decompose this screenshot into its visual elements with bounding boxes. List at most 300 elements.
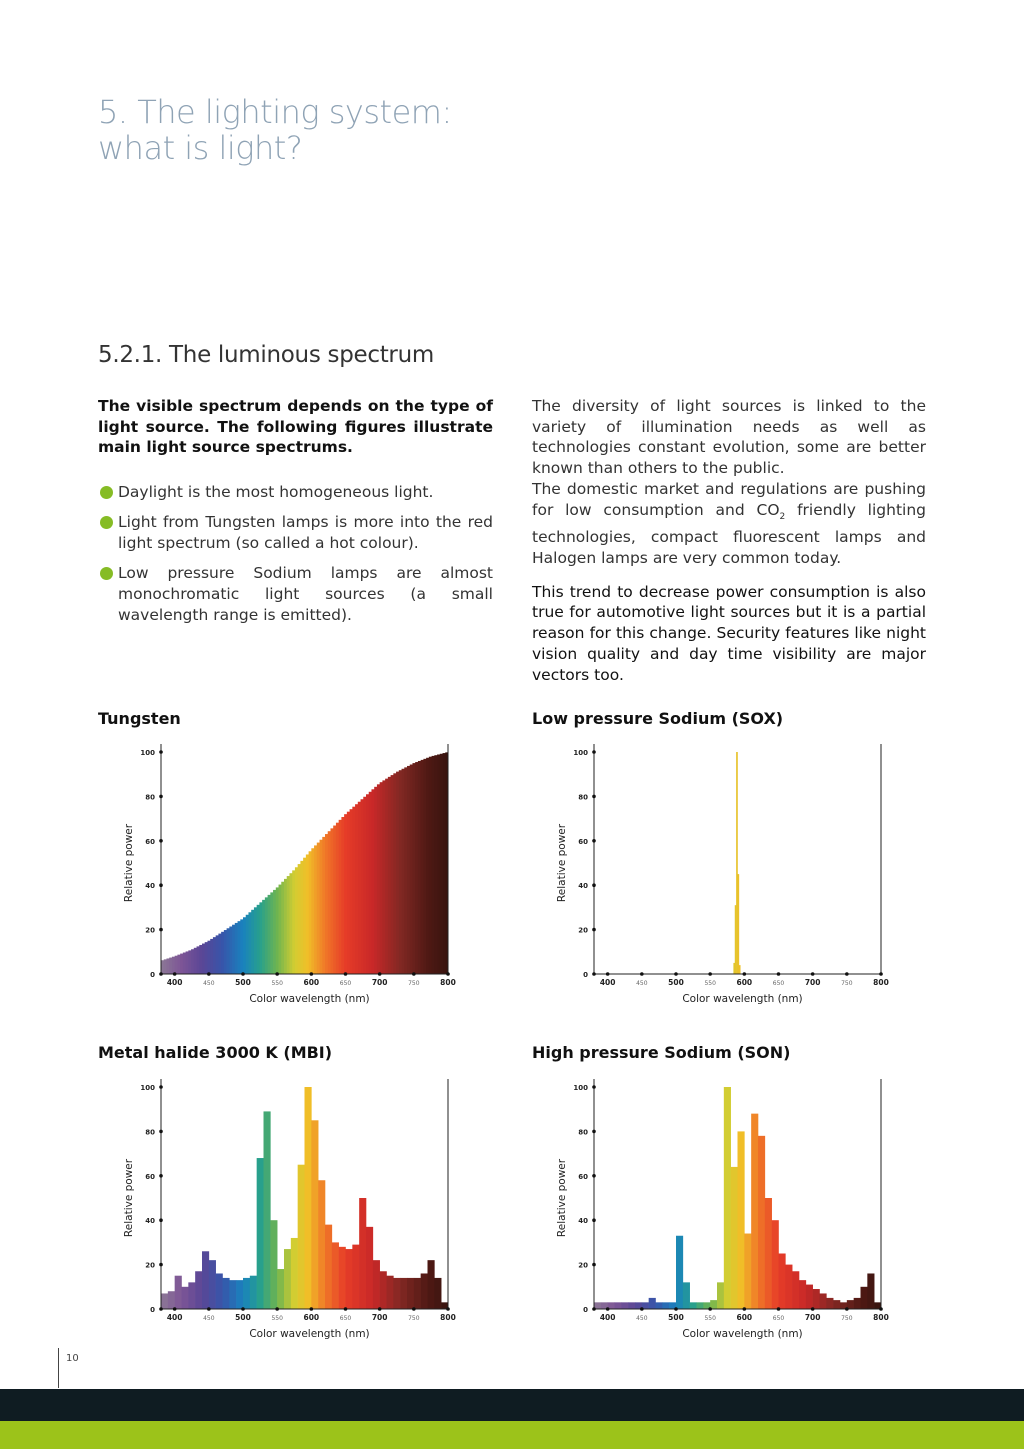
x-axis-label: Color wavelength (nm) <box>682 1328 803 1340</box>
page-title <box>98 94 452 166</box>
chart-bar <box>415 762 418 974</box>
x-tick-dot <box>674 972 678 976</box>
x-tick-label: 700 <box>371 978 388 987</box>
chart-bar <box>262 900 265 974</box>
y-tick-dot <box>592 1174 596 1178</box>
right-paragraph-2: This trend to decrease power consumption is also true for automotive light sources but it is a partial reason for this change. Security features like night vision quality and day time visibility are major vectors too. <box>532 582 926 684</box>
y-tick-dot <box>159 972 163 976</box>
chart-bar <box>861 1287 868 1309</box>
y-tick-label: 0 <box>150 971 155 979</box>
y-tick-label: 80 <box>145 1128 155 1137</box>
chart-bar <box>347 812 350 974</box>
y-tick-label: 100 <box>573 749 588 757</box>
x-tick-label: 600 <box>736 1313 753 1322</box>
y-axis-label: Relative power <box>556 823 568 903</box>
chart-bar <box>191 949 194 974</box>
x-tick-dot <box>412 972 416 976</box>
chart-bar <box>374 787 377 974</box>
chart-bar <box>358 802 361 974</box>
chart-bar <box>332 1242 339 1309</box>
x-tick-dot <box>344 1307 348 1311</box>
x-tick-dot <box>811 1307 815 1311</box>
chart-bar <box>303 858 306 974</box>
x-tick-dot <box>275 972 279 976</box>
y-tick-dot <box>592 1307 596 1311</box>
chart-bar <box>429 757 432 974</box>
bullet-icon <box>100 486 113 499</box>
chart-bar <box>251 910 254 974</box>
chart-bar <box>277 1269 284 1309</box>
y-tick-label: 60 <box>145 837 155 846</box>
chart-bar <box>377 784 380 974</box>
chart-bar <box>690 1302 697 1309</box>
chart-bar <box>369 792 372 974</box>
chart-bar <box>243 917 246 974</box>
y-tick-dot <box>592 1218 596 1222</box>
x-tick-dot <box>777 1307 781 1311</box>
x-tick-label: 400 <box>166 978 183 987</box>
x-tick-label: 550 <box>271 980 283 987</box>
chart-bar <box>276 887 279 974</box>
chart-bar <box>382 780 385 974</box>
right-column <box>532 396 926 685</box>
chart-bar <box>649 1298 656 1309</box>
chart-bar <box>393 1278 400 1309</box>
x-tick-dot <box>241 972 245 976</box>
y-tick-dot <box>159 795 163 799</box>
chart-bar <box>799 1280 806 1309</box>
chart-bar <box>197 946 200 974</box>
x-tick-label: 450 <box>203 980 215 987</box>
y-tick-label: 20 <box>145 926 155 935</box>
chart-bar <box>289 873 292 974</box>
chart-bar <box>826 1298 833 1309</box>
chart-bar <box>194 948 197 974</box>
y-tick-label: 80 <box>578 793 588 802</box>
list-item <box>98 482 493 503</box>
chart-bar <box>298 1165 305 1309</box>
y-tick-label: 100 <box>140 1084 155 1092</box>
x-tick-dot <box>606 972 610 976</box>
chart-bar <box>867 1273 874 1309</box>
x-tick-dot <box>344 972 348 976</box>
x-tick-label: 800 <box>440 1313 456 1322</box>
chart-bar <box>270 892 273 974</box>
x-tick-dot <box>743 1307 747 1311</box>
chart-bar <box>346 1249 353 1309</box>
y-tick-label: 100 <box>573 1084 588 1092</box>
x-tick-label: 800 <box>873 1313 889 1322</box>
chart-bar <box>298 864 301 974</box>
chart-bar <box>772 1220 779 1309</box>
y-tick-dot <box>592 928 596 932</box>
y-tick-dot <box>159 928 163 932</box>
chart-title-mbi: Metal halide 3000 K (MBI) <box>98 1043 333 1062</box>
chart-bar <box>380 782 383 974</box>
footer-band-green <box>0 1421 1024 1449</box>
x-tick-label: 450 <box>636 980 648 987</box>
chart-bar <box>292 870 295 974</box>
chart-bar <box>279 885 282 974</box>
x-tick-label: 700 <box>804 1313 821 1322</box>
bullet-list <box>98 482 493 635</box>
x-tick-label: 750 <box>841 980 853 987</box>
x-tick-label: 450 <box>636 1315 648 1322</box>
chart-bar <box>250 1276 257 1309</box>
chart-bars <box>161 1087 448 1309</box>
chart-bar <box>172 957 175 974</box>
chart-bar <box>202 1251 209 1309</box>
chart-bar <box>164 959 167 974</box>
chart-title-tungsten: Tungsten <box>98 709 181 728</box>
x-tick-dot <box>777 972 781 976</box>
chart-bar <box>385 779 388 974</box>
chart-bar <box>248 912 251 974</box>
chart-bar <box>400 1278 407 1309</box>
page-title-line2: what is light? <box>98 129 303 167</box>
bullet-text: Light from Tungsten lamps is more into the red light spectrum (so called a hot colour). <box>118 513 493 552</box>
chart-bar <box>785 1265 792 1309</box>
x-tick-dot <box>446 972 450 976</box>
chart-bar <box>418 761 421 974</box>
chart-bar <box>724 1087 731 1309</box>
chart-bar <box>169 958 172 974</box>
chart-bars <box>594 1087 881 1309</box>
x-tick-label: 600 <box>303 1313 320 1322</box>
chart-bar <box>254 907 257 974</box>
y-tick-label: 40 <box>145 1217 155 1226</box>
chart-bar <box>355 804 358 974</box>
y-tick-dot <box>159 839 163 843</box>
chart-bar <box>224 930 227 974</box>
chart-bar <box>188 950 191 974</box>
chart-title-son: High pressure Sodium (SON) <box>532 1043 791 1062</box>
chart-mbi <box>110 1075 470 1355</box>
y-tick-label: 40 <box>578 1217 588 1226</box>
chart-bar <box>628 1302 635 1309</box>
chart-bar <box>311 1120 318 1309</box>
x-tick-dot <box>173 972 177 976</box>
chart-bar <box>352 807 355 974</box>
chart-bar <box>317 843 320 974</box>
x-tick-label: 650 <box>772 1315 785 1322</box>
x-tick-dot <box>207 972 211 976</box>
x-tick-dot <box>378 972 382 976</box>
chart-bar <box>175 1276 182 1309</box>
chart-bars <box>733 752 740 974</box>
x-axis-label: Color wavelength (nm) <box>249 1328 370 1340</box>
y-tick-dot <box>159 1263 163 1267</box>
chart-bar <box>325 1225 332 1309</box>
chart-bar <box>371 789 374 974</box>
y-tick-label: 20 <box>578 1261 588 1270</box>
x-tick-label: 450 <box>203 1315 215 1322</box>
chart-bar <box>396 772 399 974</box>
chart-bar <box>205 942 208 974</box>
chart-bar <box>207 941 210 974</box>
chart-bar <box>359 1198 366 1309</box>
y-tick-label: 20 <box>578 926 588 935</box>
chart-bar <box>223 1278 230 1309</box>
chart-bar <box>751 1114 758 1309</box>
chart-bar <box>180 954 183 974</box>
y-tick-dot <box>159 1174 163 1178</box>
x-tick-dot <box>708 972 712 976</box>
right-paragraph-1b-text: The domestic market and regulations are pushing for low consumption and CO <box>532 479 926 519</box>
chart-bar <box>350 809 353 974</box>
footer-band-dark <box>0 1389 1024 1421</box>
x-tick-label: 400 <box>599 978 616 987</box>
chart-bar <box>291 1238 298 1309</box>
x-tick-dot <box>275 1307 279 1311</box>
chart-bar <box>428 1260 435 1309</box>
chart-bar <box>662 1302 669 1309</box>
x-tick-label: 600 <box>303 978 320 987</box>
chart-bar <box>758 1136 765 1309</box>
x-tick-dot <box>708 1307 712 1311</box>
chart-bar <box>412 763 415 974</box>
x-tick-label: 800 <box>873 978 889 987</box>
chart-bar <box>311 848 314 974</box>
chart-bar <box>259 902 262 974</box>
y-tick-dot <box>159 1307 163 1311</box>
chart-bar <box>615 1302 622 1309</box>
y-tick-label: 60 <box>578 837 588 846</box>
y-tick-label: 40 <box>578 882 588 891</box>
chart-bar <box>437 754 440 974</box>
chart-bar <box>210 939 213 974</box>
x-tick-label: 750 <box>841 1315 853 1322</box>
chart-bar <box>268 895 271 974</box>
y-tick-dot <box>159 883 163 887</box>
chart-bar <box>182 1287 189 1309</box>
page-number-rule <box>58 1348 59 1388</box>
chart-bar <box>656 1302 663 1309</box>
chart-bar <box>697 1302 704 1309</box>
chart-bar <box>344 814 347 974</box>
y-axis-label: Relative power <box>556 1158 568 1238</box>
x-tick-label: 400 <box>166 1313 183 1322</box>
y-axis-label: Relative power <box>123 823 135 903</box>
chart-bar <box>175 956 178 974</box>
chart-bar <box>195 1271 202 1309</box>
bullet-text: Low pressure Sodium lamps are almost monochromatic light sources (a small wavelength range is emitted). <box>118 564 493 624</box>
y-tick-label: 0 <box>583 1306 588 1314</box>
chart-bar <box>423 759 426 974</box>
chart-bar <box>177 955 180 974</box>
chart-bar <box>366 1227 373 1309</box>
x-tick-dot <box>241 1307 245 1311</box>
right-paragraph-1a: The diversity of light sources is linked to the variety of illumination needs as well as technologies constant evolution, some are better known than others to the public. <box>532 397 926 478</box>
chart-bar <box>854 1298 861 1309</box>
chart-bar <box>325 834 328 974</box>
chart-bar <box>792 1271 799 1309</box>
chart-bar <box>216 935 219 974</box>
x-tick-dot <box>207 1307 211 1311</box>
x-tick-label: 550 <box>271 1315 283 1322</box>
chart-bar <box>739 965 741 974</box>
chart-bar <box>229 926 232 974</box>
chart-bar <box>328 831 331 974</box>
chart-bar <box>336 823 339 974</box>
chart-bar <box>273 890 276 974</box>
chart-bar <box>199 945 202 974</box>
chart-bar <box>333 826 336 974</box>
chart-bar <box>284 879 287 974</box>
chart-bar <box>440 754 443 974</box>
chart-bar <box>227 928 230 974</box>
chart-bar <box>380 1271 387 1309</box>
chart-bar <box>218 934 221 974</box>
x-tick-label: 650 <box>772 980 785 987</box>
chart-bar <box>387 1276 394 1309</box>
y-tick-dot <box>159 1218 163 1222</box>
chart-bar <box>731 1167 738 1309</box>
x-tick-dot <box>811 972 815 976</box>
chart-bar <box>443 753 446 974</box>
chart-bar <box>287 876 290 974</box>
list-item <box>98 512 493 554</box>
chart-bar <box>265 897 268 974</box>
chart-bar <box>305 1087 312 1309</box>
chart-bar <box>352 1245 359 1309</box>
chart-bar <box>246 915 249 974</box>
chart-bar <box>243 1278 250 1309</box>
chart-bar <box>339 820 342 974</box>
x-tick-label: 700 <box>804 978 821 987</box>
x-tick-dot <box>606 1307 610 1311</box>
x-tick-dot <box>310 1307 314 1311</box>
chart-bar <box>426 758 429 974</box>
chart-bar <box>621 1302 628 1309</box>
chart-bar <box>388 777 391 974</box>
chart-son <box>543 1075 903 1355</box>
chart-bar <box>232 925 235 974</box>
chart-bar <box>221 932 224 974</box>
chart-bar <box>676 1236 683 1309</box>
y-tick-dot <box>592 839 596 843</box>
y-tick-dot <box>159 1085 163 1089</box>
chart-bar <box>309 851 312 974</box>
chart-bar <box>240 919 243 974</box>
chart-bar <box>434 1278 441 1309</box>
chart-bar <box>168 1291 175 1309</box>
chart-bar <box>229 1280 236 1309</box>
y-axis-label: Relative power <box>123 1158 135 1238</box>
x-tick-dot <box>446 1307 450 1311</box>
bullet-icon <box>100 567 113 580</box>
chart-bar <box>432 756 435 974</box>
chart-bar <box>238 921 241 974</box>
x-tick-dot <box>412 1307 416 1311</box>
chart-bar <box>161 1293 168 1309</box>
y-tick-dot <box>592 972 596 976</box>
chart-bar <box>257 905 260 974</box>
chart-bar <box>407 1278 414 1309</box>
y-tick-label: 60 <box>578 1172 588 1181</box>
page-number: 10 <box>66 1353 79 1364</box>
chart-bar <box>765 1198 772 1309</box>
chart-bar <box>363 797 366 974</box>
y-tick-label: 20 <box>145 1261 155 1270</box>
section-title: 5.2.1. The luminous spectrum <box>98 342 434 368</box>
right-paragraph-1b <box>532 479 926 569</box>
chart-bar <box>393 773 396 974</box>
x-tick-dot <box>674 1307 678 1311</box>
y-tick-dot <box>592 1263 596 1267</box>
chart-bar <box>188 1282 195 1309</box>
x-tick-dot <box>640 972 644 976</box>
chart-bar <box>738 1131 745 1309</box>
chart-bar <box>373 1260 380 1309</box>
y-tick-dot <box>159 1130 163 1134</box>
chart-bar <box>806 1285 813 1309</box>
chart-bar <box>213 937 216 974</box>
chart-bar <box>341 817 344 974</box>
chart-bar <box>738 874 740 974</box>
chart-bar <box>404 767 407 974</box>
chart-bar <box>281 882 284 974</box>
chart-bar <box>820 1293 827 1309</box>
chart-bar <box>216 1273 223 1309</box>
chart-bar <box>320 840 323 974</box>
x-tick-label: 600 <box>736 978 753 987</box>
chart-bar <box>183 953 186 974</box>
x-tick-dot <box>640 1307 644 1311</box>
chart-bar <box>717 1282 724 1309</box>
chart-bar <box>306 854 309 974</box>
chart-bar <box>421 760 424 974</box>
x-tick-dot <box>743 972 747 976</box>
x-tick-label: 550 <box>704 1315 716 1322</box>
y-tick-label: 40 <box>145 882 155 891</box>
chart-bar <box>434 755 437 974</box>
right-paragraph-1c-text: friendly lighting technologies, compact fluorescent lamps and Halogen lamps are very common today. <box>532 500 926 568</box>
chart-bar <box>779 1254 786 1310</box>
y-tick-label: 0 <box>150 1306 155 1314</box>
bullet-icon <box>100 516 113 529</box>
chart-bar <box>421 1273 428 1309</box>
chart-bar <box>166 958 169 974</box>
bullet-text: Daylight is the most homogeneous light. <box>118 483 434 501</box>
x-axis-label: Color wavelength (nm) <box>682 993 803 1005</box>
chart-bar <box>414 1278 421 1309</box>
chart-bar <box>399 770 402 974</box>
x-tick-label: 500 <box>235 978 251 987</box>
chart-bar <box>366 794 369 974</box>
x-tick-label: 500 <box>235 1313 251 1322</box>
y-tick-dot <box>592 750 596 754</box>
chart-bar <box>270 1220 277 1309</box>
chart-bar <box>339 1247 346 1309</box>
chart-bar <box>264 1111 271 1309</box>
x-tick-dot <box>879 1307 883 1311</box>
x-tick-label: 550 <box>704 980 716 987</box>
page-title-line1: 5. The lighting system: <box>98 93 452 131</box>
x-tick-dot <box>845 972 849 976</box>
chart-bar <box>391 775 394 974</box>
chart-bar <box>235 923 238 974</box>
chart-bar <box>257 1158 264 1309</box>
chart-bar <box>322 837 325 974</box>
chart-bars <box>161 752 448 974</box>
x-axis-label: Color wavelength (nm) <box>249 993 370 1005</box>
chart-bar <box>683 1282 690 1309</box>
list-item <box>98 563 493 626</box>
x-tick-dot <box>879 972 883 976</box>
x-tick-dot <box>173 1307 177 1311</box>
chart-title-sox: Low pressure Sodium (SOX) <box>532 709 784 728</box>
